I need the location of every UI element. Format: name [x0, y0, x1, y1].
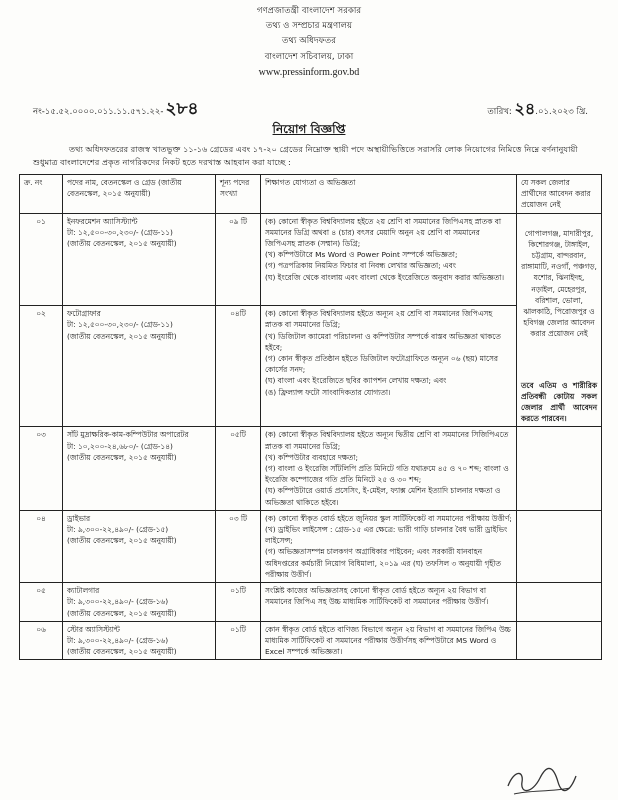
row-sno: ০১ — [20, 213, 63, 306]
post-post: স্টোর অ্যাসিস্ট্যান্ট — [67, 624, 120, 634]
row-post — [63, 306, 216, 427]
table-row — [20, 213, 602, 306]
districts-note — [517, 213, 602, 427]
header-sno: ক্র. নং — [20, 175, 63, 214]
row-post — [63, 213, 216, 306]
row-sno: ০৫ — [20, 583, 63, 622]
row-vacancy: ০১টি — [216, 583, 261, 622]
quota-exception-note: তবে এতিম ও শারীরিক প্রতিবন্ধী কোটায় সকল জেলার প্রার্থী আবেদন করতে পারবেন। — [521, 380, 597, 424]
qualification-item: (গ) পত্রপত্রিকায় নিয়মিত ফিচার বা নিবন্ধ লেখার অভিজ্ঞতা; এবং — [265, 261, 456, 271]
row-vacancy: ০৪টি — [216, 306, 261, 427]
row-vacancy: ০৫টি — [216, 427, 261, 510]
qualification-item: (খ) কম্পিউটারে Ms Word ও Power Point সম্পর্কে অভিজ্ঞতা; — [265, 250, 458, 260]
header-post: পদের নাম, বেতনস্কেল ও গ্রেড (জাতীয় বেতনস্কেল, ২০১৫ অনুযায়ী) — [63, 175, 216, 214]
qualification-item: (ঘ) ইংরেজি থেকে বাংলায় এবং বাংলা থেকে ইংরেজিতে অনুবাদ করার অভিজ্ঞতা। — [265, 272, 505, 282]
row-sno: ০৬ — [20, 621, 63, 660]
memo-number — [33, 96, 199, 124]
row-post — [63, 427, 216, 510]
letterhead — [0, 4, 618, 80]
qualification-item: (গ) অভিজ্ঞতাসম্পন্ন চালকগণ অগ্রাধিকার পাইবেন; এবং সরকারী যানবাহন অধিদপ্তরের কর্মচারী নিয়োগ বিধিমালা, ২০১৯ এর (ঘ) তফসিল ৩ অনুযায়ী গৃহীত পরীক্ষায় উত্তীর্ণ। — [265, 547, 501, 579]
qualification-item: (ক) কোনো স্বীকৃত বিশ্ববিদ্যালয় হইতে ২য় শ্রেণি বা সমমানের জিপিএসহ স্নাতক বা সমমানের ডিগ্রি অথবা ৪ (চার) বৎসর মেয়াদি অনুন ২য় শ্রেণি বা সমমানের জিপিএসহ স্নাতক (সম্মান) ডিগ্রি; — [265, 216, 501, 249]
qualification-item: কোন স্বীকৃত বোর্ড হইতে বাণিজ্য বিভাগে অন্যূন ২য় বিভাগ বা সমমানের জিপিএ উচ্চ মাধ্যমিক সার্টিফিকেট বা সমমানের পরীক্ষায় উত্তীর্ণসহ কম্পিউটারে MS Word ও Excel সম্পর্কে অভিজ্ঞতা। — [265, 624, 511, 657]
date-label: তারিখ: — [487, 107, 512, 117]
post-post: সাঁট মুদ্রাক্ষরিক-কাম-কম্পিউটার অপারেটর — [67, 430, 189, 440]
issue-date — [487, 96, 588, 123]
row-post — [63, 583, 216, 622]
date-day-handwritten: ২৪ — [514, 101, 536, 118]
qualification-item: (ঘ) কম্পিউটারে ওয়ার্ড প্রসেসিং, ই-মেইল, ফ্যাক্স মেশিন ইত্যাদি চালনার দক্ষতা ও অভিজ্ঞতা থাকিতে হইবে। — [265, 486, 501, 507]
signature — [500, 764, 580, 800]
memo-number-handwritten: ২৮৪ — [165, 99, 199, 118]
districts-empty — [517, 427, 602, 510]
qualification-item: (ঙ) ফ্রিল্যান্স ফটো সাংবাদিকতার যোগ্যতা। — [265, 387, 391, 397]
districts-empty — [517, 583, 602, 622]
address: বাংলাদেশ সচিবালয়, ঢাকা — [264, 51, 354, 62]
post-pay: টা: ১০,২০০-২৪,৬৮০/- (গ্রেড-১৪) — [67, 441, 173, 451]
row-qualification — [261, 427, 517, 510]
post-scale: (জাতীয় বেতনস্কেল, ২০১৫ অনুযায়ী) — [67, 536, 177, 546]
post-pay: টা: ৯,৩০০-২২,৪৯০/- (গ্রেড-১৫) — [67, 525, 169, 535]
memo-number-text: নং-১৫.৫২.০০০০.০১১.১১.৫৭১.২২- — [33, 107, 164, 117]
table-row — [20, 306, 602, 427]
qualification-item: (ঘ) বাংলা এবং ইংরেজিতে ছবির ক্যাপশন লেখায় দক্ষতা; এবং — [265, 376, 447, 386]
post-pay: টা: ৯,৩০০-২২,৪৯০/- (গ্রেড-১৬) — [67, 635, 169, 645]
row-qualification — [261, 510, 517, 582]
qualification-item: (খ) ড্রাইভিং লাইসেন্স : গ্রেড-১৫ এর ক্ষেত্রে: ভারী গাড়ি চালনার বৈধ ভারী ড্রাইভিং লাইসেন্স; — [265, 525, 508, 546]
website-link[interactable]: www.pressinform.gov.bd — [258, 66, 360, 78]
table-row — [20, 510, 602, 582]
districts-empty — [517, 510, 602, 582]
post-post: ফটোগ্রাফার — [67, 309, 101, 319]
table-row — [20, 583, 602, 622]
qualification-item: (ক) কোনো স্বীকৃত বিশ্ববিদ্যালয় হইতে অন্যূন দ্বিতীয় শ্রেণি বা সমমানের সিজিপিএতে স্নাতক বা সমমানের ডিগ্রি; — [265, 430, 509, 451]
qualification-item: (গ) কোন স্বীকৃত প্রতিষ্ঠান হইতে ডিজিটাল ফটোগ্রাফিতে অন্যূন ০৬ (ছয়) মাসের কোর্সের সনদ; — [265, 353, 498, 375]
post-scale: (জাতীয় বেতনস্কেল, ২০১৫ অনুযায়ী) — [67, 239, 177, 249]
qualification-item: (খ) ডিজিটাল ক্যামেরা পরিচালনা ও কম্পিউটার সম্পর্কে বাস্তব অভিজ্ঞতা থাকতে হইবে; — [265, 331, 501, 352]
header-districts: যে সকল জেলার প্রার্থীদের আবেদন করার প্রয়োজন নেই — [517, 175, 602, 214]
post-post: ইনফরমেশন অ্যাসিস্ট্যান্ট — [67, 216, 138, 226]
header-vacancy: শূন্য পদের সংখ্যা — [216, 175, 261, 214]
row-qualification — [261, 583, 517, 622]
districts-empty — [517, 621, 602, 660]
row-sno: ০৪ — [20, 510, 63, 582]
post-scale: (জাতীয় বেতনস্কেল, ২০১৫ অনুযায়ী) — [67, 608, 177, 618]
post-pay: টা: ১২,৫০০-৩০,২৩০/- (গ্রেড-১১) — [67, 320, 173, 330]
row-post — [63, 510, 216, 582]
row-sno: ০২ — [20, 306, 63, 427]
post-pay: টা: ৯,৩০০-২২,৪৯০/- (গ্রেড-১৬) — [67, 597, 169, 607]
table-row — [20, 621, 602, 660]
govt-name: গণপ্রজাতন্ত্রী বাংলাদেশ সরকার — [256, 6, 362, 16]
post-pay: টা: ১২,৫০০-৩০,২৩০/- (গ্রেড-১১) — [67, 227, 173, 237]
qualification-item: সংশ্লিষ্ট কাজের অভিজ্ঞতাসহ কোনো স্বীকৃত বোর্ড হইতে অন্যূন ২য় বিভাগ বা সমমানের জিপিএ সহ উচ্চ মাধ্যমিক সার্টিফিকেট বা সমমানের পরীক্ষায় উত্তীর্ণ। — [265, 586, 489, 607]
post-scale: (জাতীয় বেতনস্কেল, ২০১৫ অনুযায়ী) — [67, 647, 177, 657]
ministry-name: তথ্য ও সম্প্রচার মন্ত্রণালয় — [265, 21, 353, 32]
header-qualification: শিক্ষাগত যোগ্যতা ও অভিজ্ঞতা — [261, 175, 517, 214]
post-scale: (জাতীয় বেতনস্কেল, ২০১৫ অনুযায়ী) — [67, 331, 177, 341]
row-qualification — [261, 213, 517, 306]
row-vacancy: ০৩ টি — [216, 510, 261, 582]
qualification-item: (গ) বাংলা ও ইংরেজি সাঁটলিপি প্রতি মিনিটে গতি যথাক্রমে ৪৫ ও ৭০ শব্দ; বাংলা ও ইংরেজি কম্পোজের গতি প্রতি মিনিটে ২৫ ও ৩০ শব্দ; — [265, 464, 509, 485]
post-post: ড্রাইভার — [67, 513, 91, 523]
qualification-item: (খ) কম্পিউটার ব্যবহারে দক্ষতা; — [265, 452, 358, 462]
notice-title: নিয়োগ বিজ্ঞপ্তি — [272, 122, 346, 136]
recruitment-table — [19, 174, 602, 660]
excluded-districts: গোপালগঞ্জ, মাদারীপুর, কিশোরগঞ্জ, টাঙ্গাইল, চট্টগ্রাম, বান্দরবান, রাঙ্গামাটি, নওগাঁ, পঞ্চগড়, যশোর, ঝিনাইদহ, নড়াইল, মেহেরপুর, বরিশাল, ভোলা, ঝালকাঠি, পিরোজপুর ও হবিগঞ্জ জেলার আবেদন করার প্রয়োজন নেই — [521, 228, 597, 339]
date-rest: .০১.২০২৩ খ্রি. — [535, 107, 588, 117]
intro-paragraph: তথ্য অধিদফতরের রাজস্ব খাতভুক্ত ১১-১৬ গ্রেডের এবং ১৭-২০ গ্রেডের নিম্নোক্ত স্থায়ী পদে অস্থায়ীভিত্তিতে সরাসরি লোক নিয়োগের নিমিত্তে নিম্নে বর্ণনানুযায়ী শুধুমাত্র বাংলাদেশের প্রকৃত নাগরিকদের নিকট হতে দরখাস্ত আহবান করা যাচ্ছে : — [33, 144, 578, 167]
qualification-item: (ক) কোনো স্বীকৃত বোর্ড হইতে জুনিয়র স্কুল সার্টিফিকেট বা সমমানের পরীক্ষায় উত্তীর্ণ; — [265, 513, 512, 523]
table-header-row — [20, 175, 602, 214]
row-vacancy: ০১টি — [216, 621, 261, 660]
row-qualification — [261, 306, 517, 427]
row-vacancy: ০৯ টি — [216, 213, 261, 306]
post-post: ক্যাটালগার — [67, 586, 100, 596]
qualification-item: (ক) কোনো স্বীকৃত বিশ্ববিদ্যালয় হইতে অন্যূন ২য় শ্রেণি বা সমমানের জিপিএসহ স্নাতক বা সমমানের ডিগ্রি; — [265, 309, 493, 330]
table-row — [20, 427, 602, 510]
department-name: তথ্য অধিদফতর — [282, 36, 336, 47]
row-post — [63, 621, 216, 660]
row-sno: ০৩ — [20, 427, 63, 510]
post-scale: (জাতীয় বেতনস্কেল, ২০১৫ অনুযায়ী) — [67, 452, 177, 462]
row-qualification — [261, 621, 517, 660]
